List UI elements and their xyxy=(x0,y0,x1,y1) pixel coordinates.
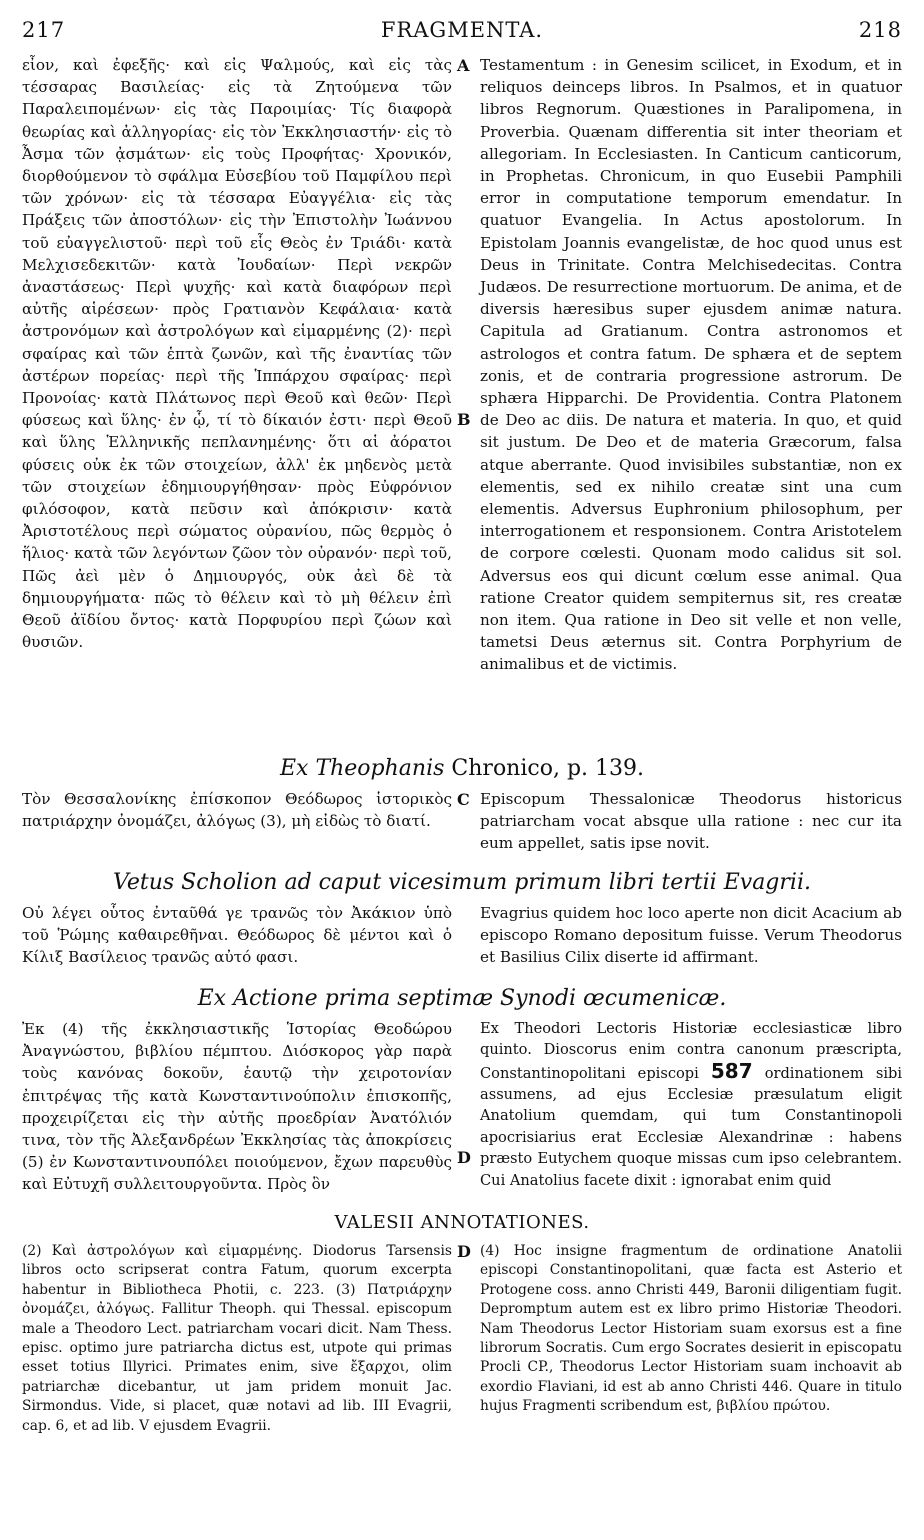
greek-column: Οὐ λέγει οὗτος ἐνταῦθά γε τρανῶς τὸν Ἀκάκιον ὑπὸ τοῦ Ῥώμης καθαιρεθῆναι. Θεόδωρος δὲ μέντοι καὶ ὁ Κίλιξ Βασίλειος τρανῶς αὐτό φασι. xyxy=(22,904,452,967)
latin-column xyxy=(480,1018,902,1191)
latin-text-after: ordinationem sibi assumens, ad ejus Ecclesiæ præsulatum eligit Anatolium quemdam, qui tum Constantinopoli apocrisiarius erat Ecclesiæ Alexandrinæ : habens præsto Eutychem quoque missas cum ipso celebrantem. Cui Anatolius facete dixit : ignorabat enim quid xyxy=(480,1064,903,1189)
margin-marker-a: A xyxy=(457,56,470,75)
margin-marker-d2: D xyxy=(457,1242,471,1261)
section-heading-theophanes xyxy=(22,756,902,781)
column-number: 587 xyxy=(710,1058,753,1083)
annotations-section xyxy=(22,1242,902,1532)
latin-column: Episcopum Thessalonicæ Theodorus historicus patriarcham vocat absque ulla ratione : nec cur ita eum appellet, satis ipse novit. xyxy=(480,790,902,853)
greek-column: εἶον, καὶ ἐφεξῆς· καὶ εἰς Ψαλμούς, καὶ εἰς τὰς τέσσαρας Βασιλείας· εἰς τὰ Ζητούμενα τῶν Παραλειπομένων· εἰς τὰς Παροιμίας· Τίς διαφορὰ θεωρίας καὶ ἀλληγορίας· εἰς τὸν Ἐκκλησιαστήν· εἰς τὸ Ἆσμα τῶν ᾀσμάτων· εἰς τοὺς Προφήτας· Χρονικόν, διορθούμενον τὸ σφάλμα Εὐσεβίου τοῦ Παμφίλου περὶ τῶν χρόνων· εἰς τὰ τέσσαρα Εὐαγγέλια· εἰς τὰς Πράξεις τῶν ἀποστόλων· εἰς τὴν Ἐπιστολὴν Ἰωάννου τοῦ εὐαγγελιστοῦ· περὶ τοῦ εἷς Θεὸς ἐν Τριάδι· κατὰ Μελχισεδεκιτῶν· κατὰ Ἰουδαίων· Περὶ νεκρῶν ἀναστάσεως· Περὶ ψυχῆς· καὶ κατὰ διαφόρων περὶ αὐτῆς αἱρέσεων· πρὸς Γρατιανὸν Κεφάλαια· κατὰ ἀστρονόμων καὶ ἀστρολόγων καὶ εἱμαρμένης (2)· περὶ σφαίρας καὶ τῶν ἑπτὰ ζωνῶν, καὶ τῆς ἐναντίας τῶν ἀστέρων πορείας· περὶ τῆς Ἱππάρχου σφαίρας· περὶ Προνοίας· κατὰ Πλάτωνος περὶ Θεοῦ καὶ θεῶν· Περὶ φύσεως καὶ ὕλης· ἐν ᾧ, τί τὸ δίκαιόν ἐστι· περὶ Θεοῦ καὶ ὕλης Ἑλληνικῆς πεπλανημένης· ὅτι αἱ ἀόρατοι φύσεις οὐκ ἐκ τῶν στοιχείων, ἀλλ' ἐκ μηδενὸς μετὰ τῶν στοιχείων ἐδημιουργήθησαν· πρὸς Εὐφρόνιον φιλόσοφον, κατὰ πεῦσιν καὶ ἀπόκρισιν· κατὰ Ἀριστοτέλους περὶ σώματος οὐρανίου, πῶς θερμὸς ὁ ἥλιος· κατὰ τῶν λεγόντων ζῶον τὸν οὐρανόν· περὶ τοῦ, Πῶς ἀεὶ μὲν ὁ Δημιουργός, οὐκ ἀεὶ δὲ τὰ δημιουργήματα· πῶς τὸ θέλειν καὶ τὸ μὴ θέλειν ἐπὶ Θεοῦ ἀϊδίου ὄντος· κατὰ Πορφυρίου περὶ ζώων καὶ θυσιῶν. xyxy=(22,56,452,652)
latin-column: Evagrius quidem hoc loco aperte non dicit Acacium ab episcopo Romano depositum fuisse. Verum Theodorus et Basilius Cilix diserte id affirmant. xyxy=(480,904,902,967)
scholion-section xyxy=(22,902,902,974)
margin-marker-d: D xyxy=(457,1148,471,1167)
page-number-right: 218 xyxy=(858,18,902,42)
annotations-left-column: (2) Καὶ ἀστρολόγων καὶ εἱμαρμένης. Diodorus Tarsensis libros octo scripserat contra Fatum, quorum excerpta habentur in Bibliotheca Photii, c. 223. (3) Πατριάρχην ὀνομάζει, ἀλόγως. Fallitur Theoph. qui Thessal. episcopum male a Theodoro Lect. patriarcham vocari dicit. Nam Thess. episc. optimo jure patriarcha dictus est, utpote qui primas esset totius Illyrici. Primates enim, sive ἔξαρχοι, olim patriarchæ dicebantur, ut jam pridem monuit Jac. Sirmondus. Vide, si placet, quæ notavi ad lib. III Evagrii, cap. 6, et ad lib. V ejusdem Evagrii. xyxy=(22,1243,452,1434)
theophanes-section xyxy=(22,788,902,860)
greek-column: Ἐκ (4) τῆς ἐκκλησιαστικῆς Ἱστορίας Θεοδώρου Ἀναγνώστου, βιβλίου πέμπτου. Διόσκορος γὰρ παρὰ τοὺς κανόνας δοκοῦν, ἑαυτῷ τὴν χειροτονίαν ἐπιτρέψας τῆς κατὰ Κωνσταντινούπολιν ἐπισκοπῆς, προχειρίζεται εἰς τὴν αὐτῆς προεδρίαν Ἀνατόλιόν τινα, τὸν τῆς Ἀλεξανδρέων Ἐκκλησίας τὰς ἀποκρίσεις (5) ἐν Κωνσταντινουπόλει ποιούμενον, ἔχων παρευθὺς καὶ Εὐτυχῆ συλλειτουργοῦντα. Πρὸς ὃν xyxy=(22,1020,452,1194)
synod-section xyxy=(22,1018,902,1208)
annotations-heading: VALESII ANNOTATIONES. xyxy=(334,1212,590,1233)
section-heading-scholion: Vetus Scholion ad caput vicesimum primum libri tertii Evagrii. xyxy=(113,870,811,895)
running-title: FRAGMENTA. xyxy=(380,18,544,42)
annotations-right-column: (4) Hoc insigne fragmentum de ordinatione Anatolii episcopi Constantinopolitani, quæ facta est Asterio et Protogene coss. anno Christi 449, Baronii diligentiam fugit. Depromptum autem est ex libro primo Historiæ Theodori. Nam Theodorus Lector Historiam suam exorsus est a fine librorum Socratis. Cum ergo Socrates desierit in episcopatu Procli CP., Theodorus Lector Historiam suam inchoavit ab exordio Flaviani, id est ab anno Christi 446. Quare in titulo hujus Fragmenti scribendum est, βιβλίου πρώτου. xyxy=(480,1243,902,1415)
heading-roman: Chronico, p. 139. xyxy=(451,756,644,781)
works-list-section xyxy=(22,54,902,754)
margin-marker-b: B xyxy=(457,410,471,429)
latin-text-before: Ex Theodori Lectoris Historiæ ecclesiasticæ libro quinto. Dioscorus enim contra canonum præscripta, Constantinopolitani episcopi xyxy=(480,1020,902,1082)
greek-column: Τὸν Θεσσαλονίκης ἐπίσκοπον Θεόδωρος ἱστορικὸς πατριάρχην ὀνομάζει, ἀλόγως (3), μὴ εἰδὼς τὸ διατί. xyxy=(22,790,452,831)
page-header xyxy=(22,18,902,52)
heading-italic: Ex Theophanis xyxy=(279,756,445,781)
page-number-left: 217 xyxy=(22,18,66,42)
margin-marker-c: C xyxy=(457,790,470,809)
section-heading-synod: Ex Actione prima septimæ Synodi œcumenicæ. xyxy=(197,986,727,1011)
latin-column: Testamentum : in Genesim scilicet, in Exodum, et in reliquos deinceps libros. In Psalmos, et in quatuor libros Regnorum. Quæstiones in Paralipomena, in Proverbia. Quænam differentia sit inter theoriam et allegoriam. In Ecclesiasten. In Canticum canticorum, in Prophetas. Chronicum, in quo Eusebii Pamphili error in computatione temporum emendatur. In quatuor Evangelia. In Actus apostolorum. In Epistolam Joannis evangelistæ, de hoc quod unus est Deus in Trinitate. Contra Melchisedecitas. Contra Judæos. De resurrectione mortuorum. De anima, et de diversis hæresibus super ejusdem animæ natura. Capitula ad Gratianum. Contra astronomos et astrologos et contra fatum. De sphæra et de septem zonis, et de contraria progressione astrorum. De sphæra Hipparchi. De Providentia. Contra Platonem de Deo ac diis. De natura et materia. In quo, et quid sit justum. De Deo et de materia Græcorum, falsa atque aberrante. Quod invisibiles substantiæ, non ex elementis, sed ex nihilo creatæ sint una cum elementis. Adversus Euphronium philosophum, per interrogationem et responsionem. Contra Aristotelem de corpore cœlesti. Quonam modo calidus sit sol. Adversus eos qui dicunt cœlum esse animal. Qua ratione Creator quidem sempiternus sit, res creatæ non item. Qua ratione in Deo sit velle et non velle, tametsi Deus æternus sit. Contra Porphyrium de animalibus et de victimis. xyxy=(480,56,902,674)
